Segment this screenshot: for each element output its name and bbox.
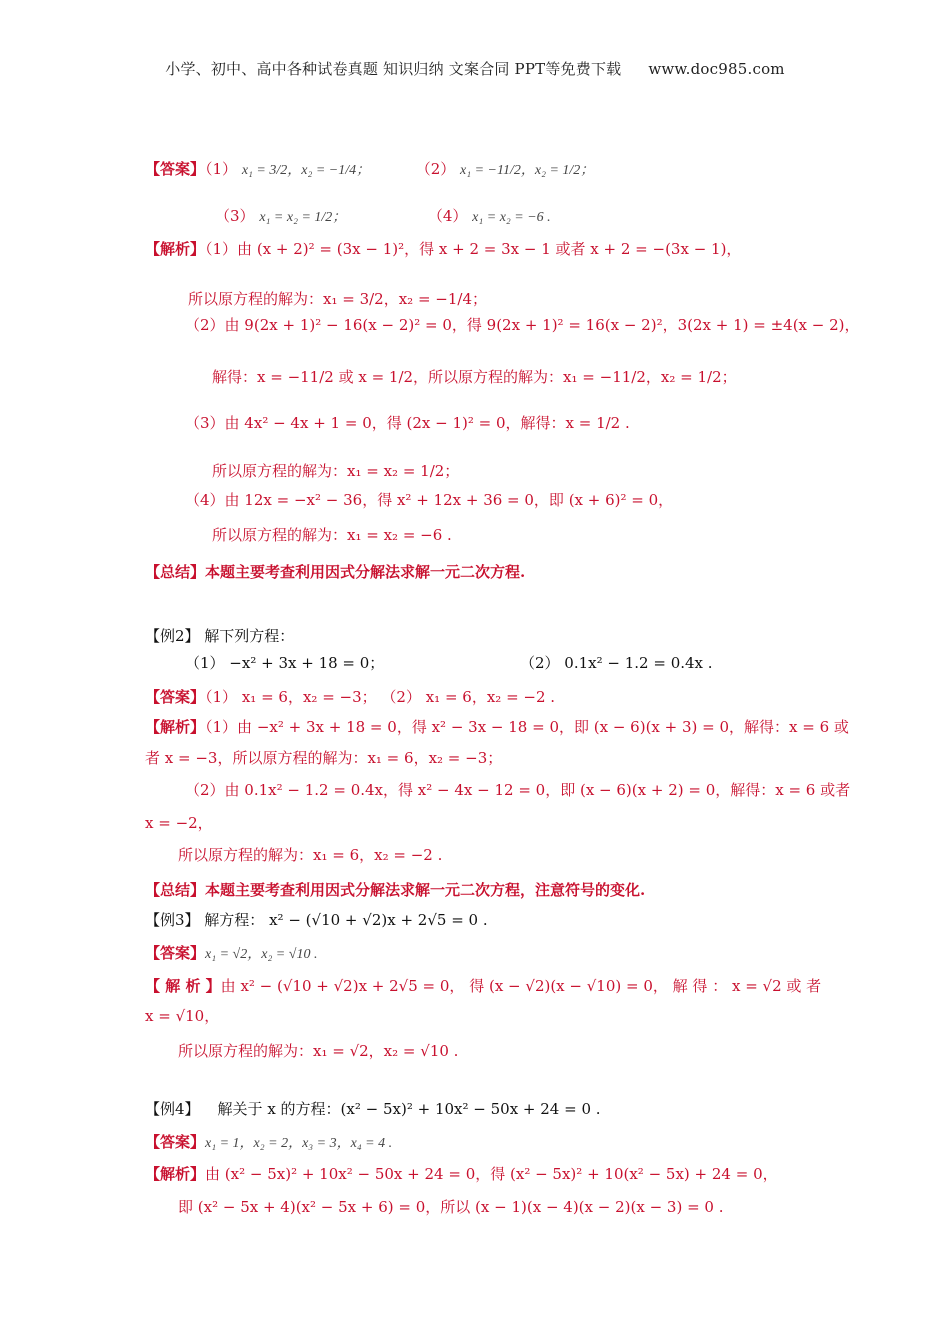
ex4-analysis-1: 由 (x² − 5x)² + 10x² − 50x + 24 = 0，得 (x² − 5x)² + 10(x² − 5x) + 24 = 0， xyxy=(205,1165,778,1183)
ex3-answer-row xyxy=(145,942,317,963)
ex1-answer-part1-label: （1） xyxy=(205,160,238,178)
ex3-analysis-1: 由 x² − (√10 + √2)x + 2√5 = 0， 得 (x − √2)(x − √10) = 0， 解 得 ： x = √2 或 者 xyxy=(220,977,822,995)
answer-label: 【答案】 xyxy=(145,688,206,706)
ex1-analysis-4b: 所以原方程的解为：x₁ = x₂ = −6 . xyxy=(212,526,452,544)
ex4-title-prefix: 【例4】 xyxy=(145,1100,200,1118)
ex4-analysis-2: 即 (x² − 5x + 4)(x² − 5x + 6) = 0，所以 (x − 1)(x − 4)(x − 2)(x − 3) = 0 . xyxy=(178,1198,724,1216)
answer-label: 【答案】 xyxy=(145,944,206,962)
page-header xyxy=(0,58,950,79)
ex1-answer-part2-label: （2） xyxy=(415,160,456,178)
answer-label: 【答案】 xyxy=(145,160,206,178)
header-text: 小学、初中、高中各种试卷真题 知识归纳 文案合同 PPT等免费下载 xyxy=(165,60,622,78)
ex1-answer-part2: x₁ = −11/2，x₂ = 1/2； xyxy=(460,163,595,178)
ex4-title-text: 解关于 x 的方程：(x² − 5x)² + 10x² − 50x + 24 = 0 . xyxy=(217,1100,601,1118)
ex3-analysis-3: 所以原方程的解为：x₁ = √2，x₂ = √10 . xyxy=(178,1042,459,1060)
ex1-answer-part3-label: （3） xyxy=(215,207,255,225)
ex1-analysis-4a: （4）由 12x = −x² − 36，得 x² + 12x + 36 = 0，即 (x + 6)² = 0， xyxy=(185,491,674,509)
ex1-analysis-2a: （2）由 9(2x + 1)² − 16(x − 2)² = 0，得 9(2x + 1)² = 16(x − 2)²，3(2x + 1) = ±4(x − 2)， xyxy=(185,316,860,334)
ex2-analysis-2b: x = −2， xyxy=(145,814,213,832)
ex2-summary-text: 本题主要考查利用因式分解法求解一元二次方程，注意符号的变化. xyxy=(205,881,646,899)
ex3-title: 【例3】 解方程： x² − (√10 + √2)x + 2√5 = 0 . xyxy=(145,911,488,929)
ex1-answer-part4-label: （4） xyxy=(427,207,468,225)
ex4-answer-row xyxy=(145,1131,392,1152)
ex3-analysis-2: x = √10， xyxy=(145,1007,220,1025)
ex1-analysis-row1 xyxy=(145,238,741,259)
ex4-answer: x₁ = 1，x₂ = 2，x₃ = 3，x₄ = 4 . xyxy=(205,1136,393,1151)
ex1-answer-part1: x₁ = 3/2，x₂ = −1/4； xyxy=(241,163,371,178)
ex2-analysis-row1 xyxy=(145,716,849,737)
ex1-answer-part3: x₁ = x₂ = 1/2； xyxy=(259,210,347,225)
ex2-analysis-1a: （1）由 −x² + 3x + 18 = 0，得 x² − 3x − 18 = 0，即 (x − 6)(x + 3) = 0，解得：x = 6 或 xyxy=(205,718,849,736)
ex3-answer: x₁ = √2，x₂ = √10 . xyxy=(205,947,318,962)
header-url[interactable]: www.doc985.com xyxy=(648,60,785,78)
ex2-analysis-1b: 者 x = −3，所以原方程的解为：x₁ = 6，x₂ = −3； xyxy=(145,749,503,767)
ex1-analysis-2b: 解得：x = −11/2 或 x = 1/2，所以原方程的解为：x₁ = −11/2，x₂ = 1/2； xyxy=(212,368,737,386)
analysis-label: 【 解 析 】 xyxy=(145,977,221,995)
ex2-answer-row xyxy=(145,686,555,707)
ex2-answer: （1） x₁ = 6，x₂ = −3； （2） x₁ = 6，x₂ = −2 . xyxy=(205,688,556,706)
analysis-label: 【解析】 xyxy=(145,718,206,736)
ex2-question1: （1） −x² + 3x + 18 = 0； xyxy=(185,654,385,672)
ex4-analysis-row1 xyxy=(145,1163,778,1184)
summary-label: 【总结】 xyxy=(145,881,206,899)
ex2-analysis-2a: （2）由 0.1x² − 1.2 = 0.4x，得 x² − 4x − 12 = 0，即 (x − 6)(x + 2) = 0，解得：x = 6 或者 xyxy=(185,781,851,799)
ex3-analysis-row1 xyxy=(145,975,821,996)
ex2-analysis-2c: 所以原方程的解为：x₁ = 6，x₂ = −2 . xyxy=(178,846,443,864)
ex1-summary-text: 本题主要考查利用因式分解法求解一元二次方程. xyxy=(205,563,526,581)
ex1-answer-row1 xyxy=(145,158,594,179)
ex1-analysis-1a: （1）由 (x + 2)² = (3x − 1)²，得 x + 2 = 3x − 1 或者 x + 2 = −(3x − 1)， xyxy=(205,240,742,258)
analysis-label: 【解析】 xyxy=(145,240,206,258)
ex2-question2: （2） 0.1x² − 1.2 = 0.4x . xyxy=(520,654,713,672)
ex2-summary xyxy=(145,879,645,900)
summary-label: 【总结】 xyxy=(145,563,206,581)
ex1-analysis-3b: 所以原方程的解为：x₁ = x₂ = 1/2； xyxy=(212,462,460,480)
ex1-answer-part4: x₁ = x₂ = −6 . xyxy=(472,210,551,225)
ex4-title xyxy=(145,1098,601,1119)
ex2-title: 【例2】 解下列方程： xyxy=(145,627,295,645)
answer-label: 【答案】 xyxy=(145,1133,206,1151)
ex1-analysis-1b: 所以原方程的解为：x₁ = 3/2，x₂ = −1/4； xyxy=(188,290,488,308)
ex1-summary xyxy=(145,561,525,582)
ex1-analysis-3a: （3）由 4x² − 4x + 1 = 0，得 (2x − 1)² = 0，解得：x = 1/2 . xyxy=(185,414,630,432)
analysis-label: 【解析】 xyxy=(145,1165,206,1183)
ex1-answer-row2 xyxy=(215,205,551,226)
